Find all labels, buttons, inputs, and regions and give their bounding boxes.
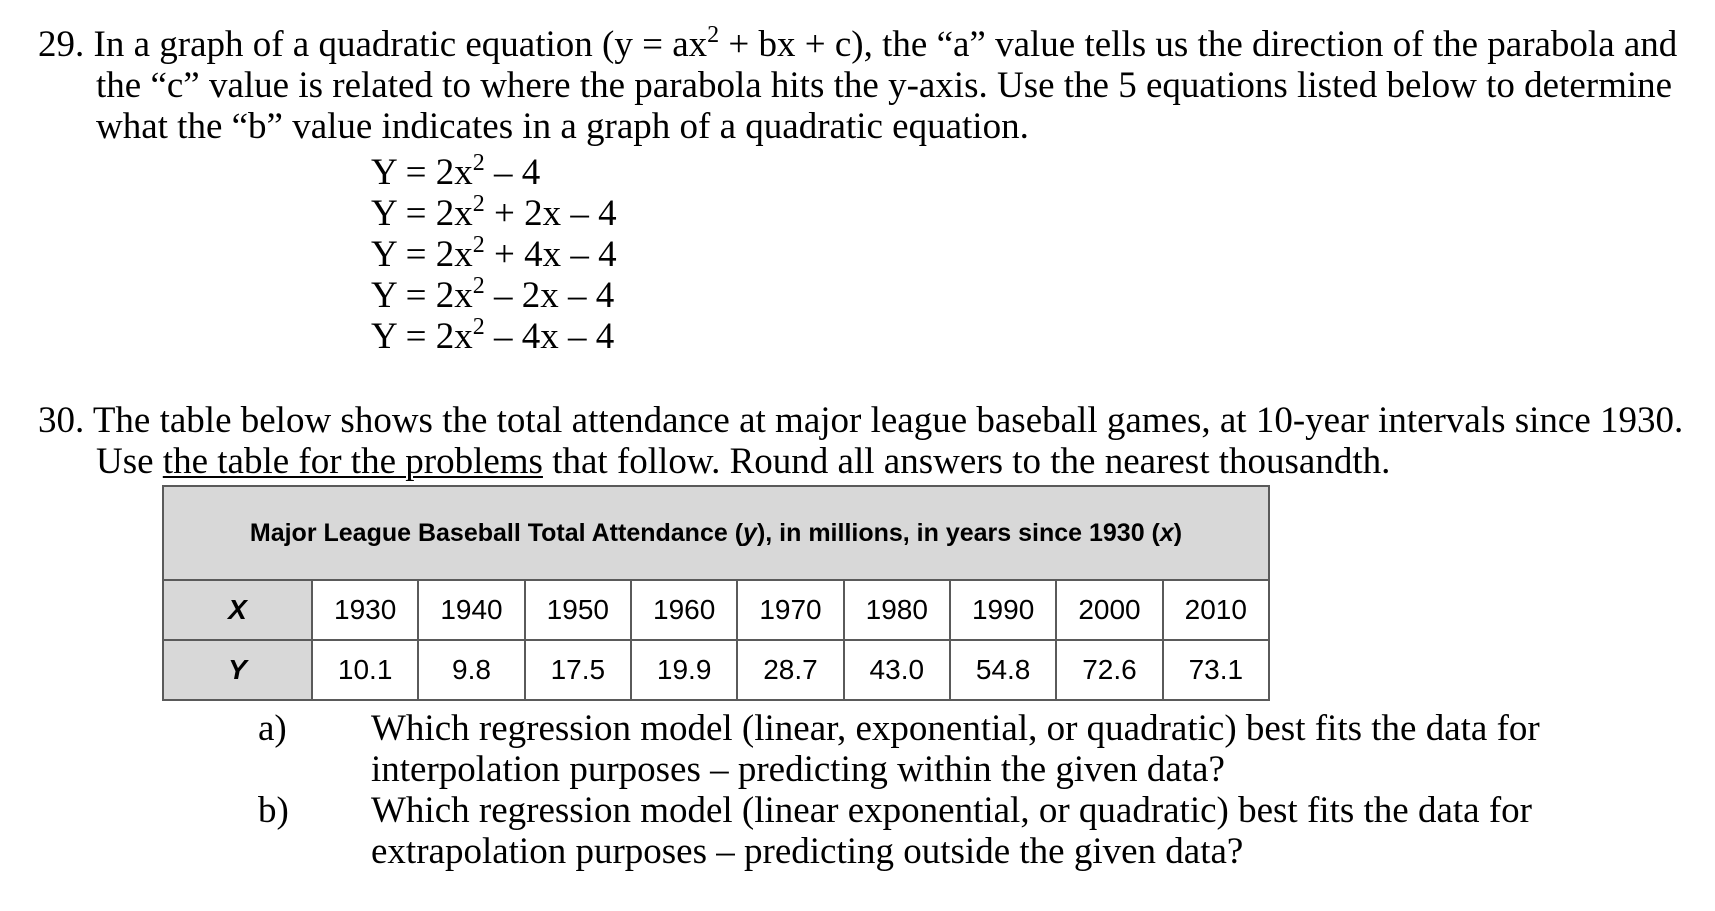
- y-cell: 54.8: [950, 640, 1056, 700]
- x-cell: 1940: [418, 580, 524, 640]
- title-y-var: y: [743, 518, 757, 547]
- part-a: [0, 708, 1715, 790]
- question-29: [38, 24, 1708, 147]
- eq-pre: Y = 2x: [371, 316, 473, 357]
- table-title: [162, 485, 1270, 579]
- q29-line1-text: 29. In a graph of a quadratic equation (y = ax: [38, 24, 708, 65]
- y-cell: 17.5: [525, 640, 631, 700]
- y-cell: 10.1: [312, 640, 418, 700]
- q30-line-2: [38, 441, 1708, 482]
- eq-post: + 2x – 4: [484, 193, 617, 234]
- eq-pre: Y = 2x: [371, 275, 473, 316]
- y-row: [163, 640, 1269, 700]
- eq-pre: Y = 2x: [371, 193, 473, 234]
- question-30: [38, 400, 1708, 482]
- y-cell: 43.0: [844, 640, 950, 700]
- part-a-label: a): [258, 708, 287, 749]
- title-part: Major League Baseball Total Attendance (: [249, 518, 744, 547]
- eq-exp: 2: [472, 273, 485, 299]
- equation: [371, 275, 617, 316]
- eq-exp: 2: [472, 314, 485, 340]
- y-cell: 28.7: [737, 640, 843, 700]
- q30-line2-start: Use: [96, 441, 163, 482]
- eq-exp: 2: [472, 150, 485, 176]
- title-x-var: x: [1159, 518, 1174, 547]
- q29-line-2: the “c” value is related to where the parabola hits the y-axis. Use the 5 equations listed below to determine: [96, 65, 1673, 106]
- x-cell: 1960: [631, 580, 737, 640]
- eq-pre: Y = 2x: [371, 234, 473, 275]
- equation: [371, 193, 617, 234]
- part-b-line-2: extrapolation purposes – predicting outside the given data?: [371, 831, 1244, 872]
- eq-post: + 4x – 4: [484, 234, 617, 275]
- eq-post: – 2x – 4: [484, 275, 615, 316]
- eq-post: – 4x – 4: [484, 316, 615, 357]
- x-cell: 1930: [312, 580, 418, 640]
- q30-underlined-text: the table for the problems: [162, 441, 543, 482]
- title-part: ): [1173, 518, 1183, 547]
- x-cell: 1950: [525, 580, 631, 640]
- q29-exponent: 2: [707, 22, 720, 48]
- x-cell: 2010: [1163, 580, 1269, 640]
- y-cell: 72.6: [1056, 640, 1162, 700]
- x-header: X: [163, 580, 312, 640]
- data-table: [162, 579, 1270, 701]
- x-cell: 1970: [737, 580, 843, 640]
- x-cell: 1980: [844, 580, 950, 640]
- part-b-line-1: Which regression model (linear exponential, or quadratic) best fits the data for: [371, 790, 1532, 831]
- y-header: Y: [163, 640, 312, 700]
- title-part: ), in millions, in years since 1930 (: [756, 518, 1160, 547]
- part-b-label: b): [258, 790, 289, 831]
- equation: [371, 316, 617, 357]
- x-row: [163, 580, 1269, 640]
- y-cell: 73.1: [1163, 640, 1269, 700]
- equation: [371, 234, 617, 275]
- y-cell: 19.9: [631, 640, 737, 700]
- part-b: [0, 790, 1715, 872]
- equation: [371, 152, 617, 193]
- equation-list: [371, 152, 617, 357]
- q30-line2-end: that follow. Round all answers to the nearest thousandth.: [542, 441, 1391, 482]
- x-cell: 2000: [1056, 580, 1162, 640]
- eq-exp: 2: [472, 191, 485, 217]
- eq-post: – 4: [484, 152, 541, 193]
- part-a-line-1: Which regression model (linear, exponential, or quadratic) best fits the data for: [371, 708, 1540, 749]
- attendance-table: [162, 485, 1270, 701]
- part-a-line-2: interpolation purposes – predicting within the given data?: [371, 749, 1225, 790]
- q29-line-1: [38, 24, 1708, 65]
- sub-questions: [0, 708, 1715, 872]
- x-cell: 1990: [950, 580, 1056, 640]
- eq-exp: 2: [472, 232, 485, 258]
- q29-line-3: what the “b” value indicates in a graph of a quadratic equation.: [96, 106, 1029, 147]
- y-cell: 9.8: [418, 640, 524, 700]
- q29-line1-rest: + bx + c), the “a” value tells us the direction of the parabola and: [719, 24, 1678, 65]
- q30-line-1: 30. The table below shows the total attendance at major league baseball games, at 10-year intervals since 1930.: [38, 400, 1684, 441]
- eq-pre: Y = 2x: [371, 152, 473, 193]
